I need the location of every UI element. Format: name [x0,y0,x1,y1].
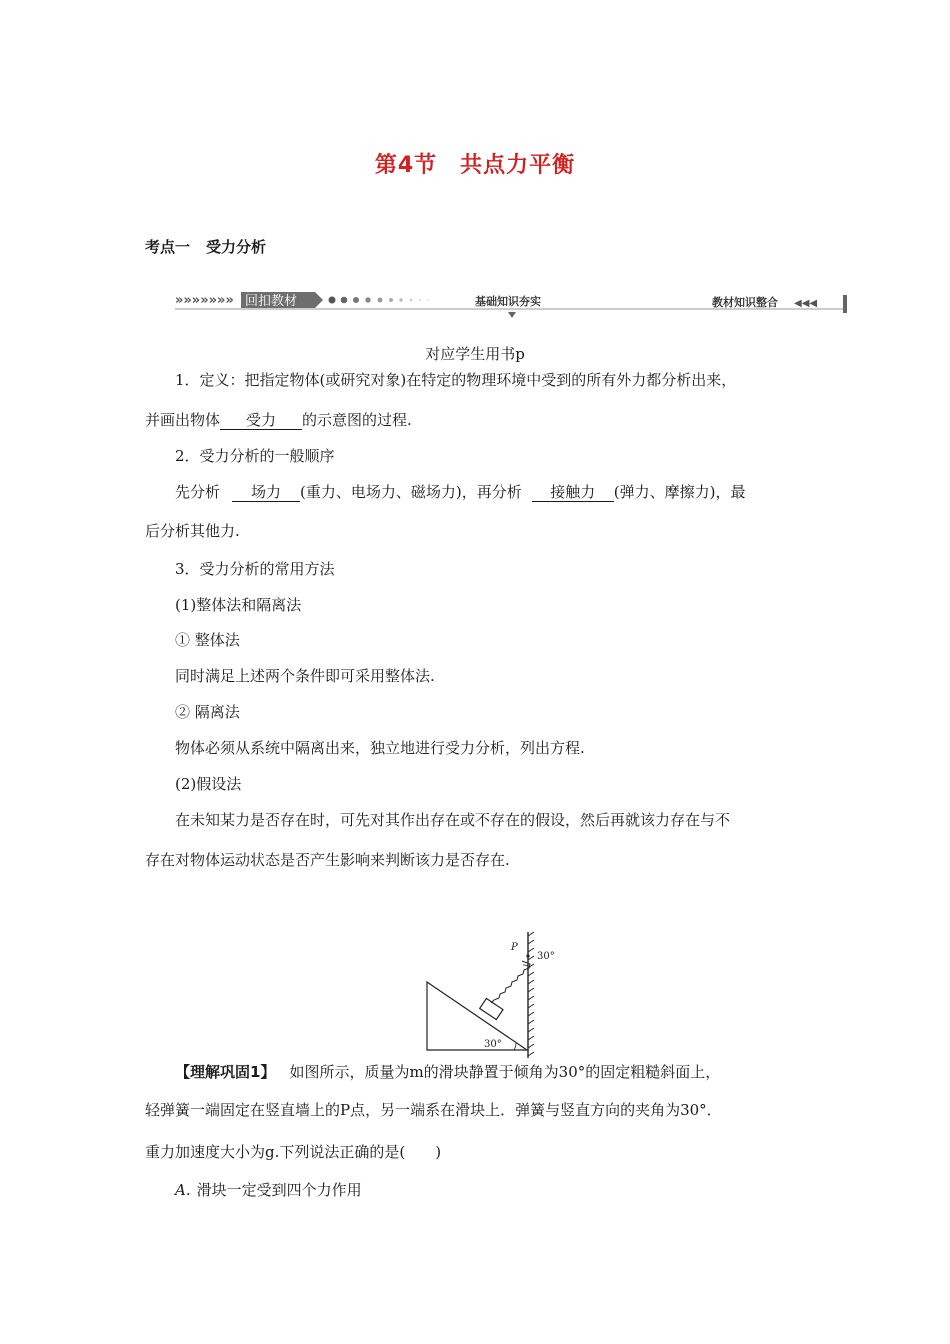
point-p-label: P [511,942,518,953]
item3-method1: ① 整体法 [175,631,240,649]
item3-method2: ② 隔离法 [175,703,240,721]
banner-center: 基础知识夯实 [475,295,541,308]
item2-answer-blank2: 接触力 [532,483,614,502]
banner-right: 教材知识整合 [712,296,778,309]
item3-heading: 3．受力分析的常用方法 [175,560,335,578]
item2-answer-blank1: 场力 [232,483,300,502]
item3-sub2-line1: 在未知某力是否存在时，可先对其作出存在或不存在的假设，然后再就该力存在与不 [175,811,731,829]
item3-sub1: (1)整体法和隔离法 [175,596,302,614]
item3-sub2-line2: 存在对物体运动状态是否产生影响来判断该力是否存在. [145,851,510,869]
section-banner [175,290,847,318]
incline [427,982,527,1050]
exercise-tag: 【理解巩固1】 [175,1063,276,1081]
exercise-line3: 重力加速度大小为g.下列说法正确的是( ) [145,1143,442,1161]
item1-line1: 1．定义：把指定物体(或研究对象)在特定的物理环境中受到的所有外力都分析出来， [175,371,737,389]
banner-tag: 回扣教材 [245,294,298,309]
angle-bottom-label: 30° [484,1039,502,1050]
spring [491,961,530,1003]
reference-line: 对应学生用书p [425,345,525,363]
option-a-text: 滑块一定受到四个力作用 [196,1181,362,1199]
section-label: 考点一 [145,238,191,256]
incline-spring-figure [420,930,560,1060]
section-name: 受力分析 [206,238,267,256]
exercise-line2: 轻弹簧一端固定在竖直墙上的P点，另一端系在滑块上．弹簧与竖直方向的夹角为30°． [145,1101,722,1119]
page-title: 第4节 共点力平衡 [374,153,576,178]
angle-top-label: 30° [537,951,555,962]
option-a[interactable] [175,1180,362,1200]
banner-left-arrows: »»»»»»» [175,293,234,308]
item3-sub2: (2)假设法 [175,775,242,793]
item2-line1: 先分析 场力 (重力、电场力、磁场力)，再分析 接触力 (弹力、摩擦力)，最 [175,483,746,501]
section-heading [145,236,266,257]
exercise-line1: 【理解巩固1】 如图所示，质量为m的滑块静置于倾角为30°的固定粗糙斜面上， [175,1063,721,1081]
item2-line2: 后分析其他力. [145,522,240,540]
item3-method1-text: 同时满足上述两个条件即可采用整体法. [175,667,435,685]
slider-block [480,998,503,1019]
item2-heading: 2．受力分析的一般顺序 [175,447,335,465]
item1-answer-blank: 受力 [220,411,302,430]
option-a-letter: A. [175,1181,191,1199]
banner-right-arrows: ◀◀◀ [794,298,818,309]
item1-line2: 并画出物体 受力 的示意图的过程. [145,411,412,429]
item3-method2-text: 物体必须从系统中隔离出来，独立地进行受力分析，列出方程. [175,739,585,757]
